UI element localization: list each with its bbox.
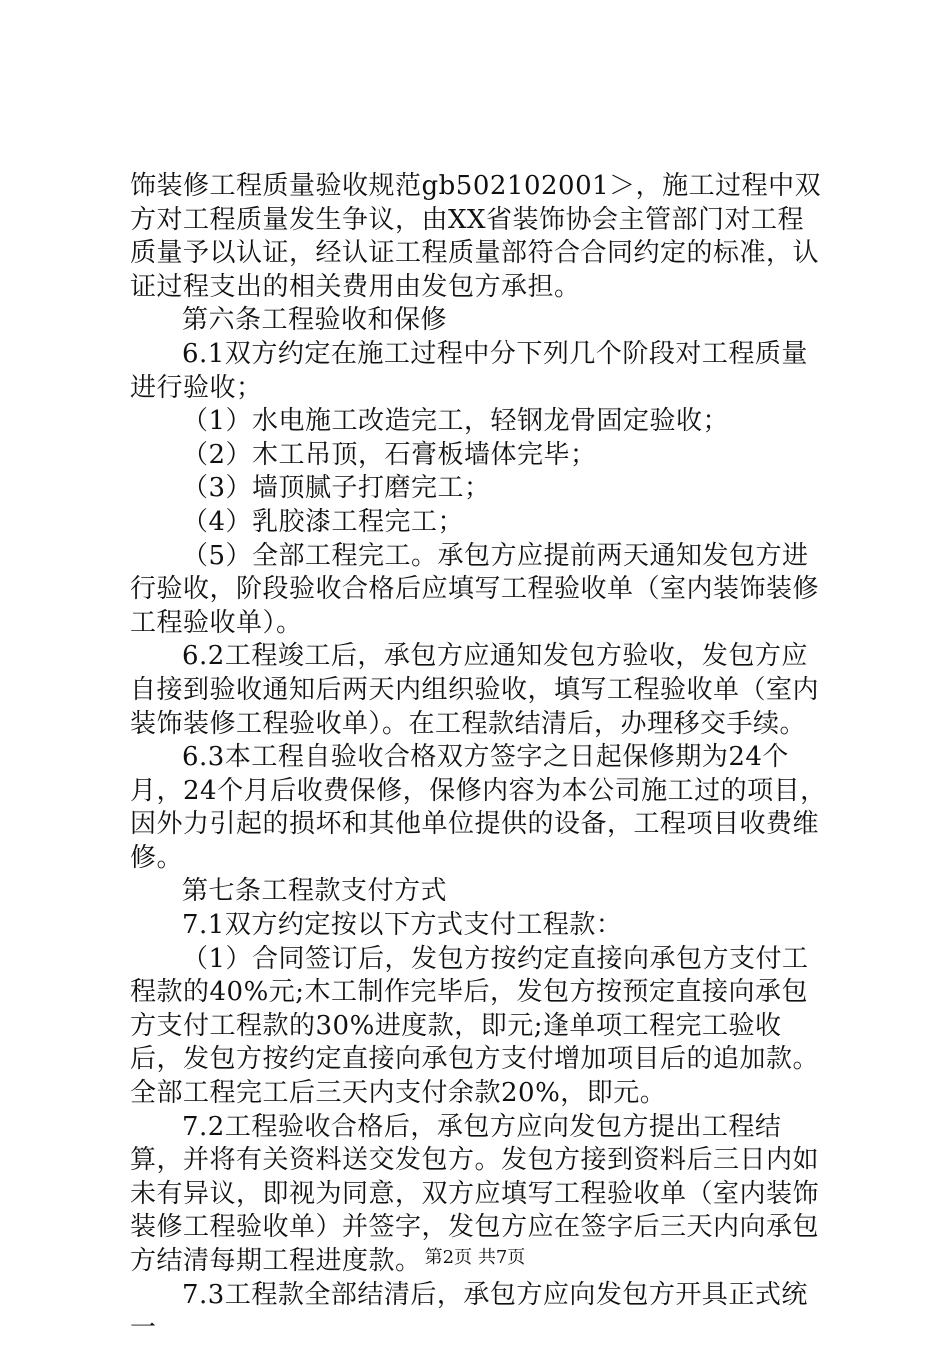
list-item-5: （5）全部工程完工。承包方应提前两天通知发包方进行验收，阶段验收合格后应填写工程验收单（室内装饰装修工程验收单）。	[130, 540, 820, 638]
document-body	[130, 170, 830, 1346]
paragraph-6-3: 6.3本工程自验收合格双方签字之日起保修期为24个月，24个月后收费保修，保修内容为本公司施工过的项目，因外力引起的损坏和其他单位提供的设备，工程项目收费维修。	[130, 742, 827, 873]
list-item-1: （1）水电施工改造完工，轻钢龙骨固定验收；	[182, 406, 730, 437]
section-heading-6: 第六条工程验收和保修	[182, 305, 448, 336]
paragraph-7-1-item-1: （1）合同签订后，发包方按约定直接向承包方支付工程款的40%元;木工制作完毕后，发包方按预定直接向承包方支付工程款的30%进度款，即元;逢单项工程完工验收后，发包方按约定直接向承包方支付增加项目后的追加款。全部工程完工后三天内支付余款20%，即元。	[130, 943, 820, 1109]
paragraph-7-2: 7.2工程验收合格后，承包方应向发包方提出工程结算，并将有关资料送交发包方。发包方接到资料后三日内如未有异议，即视为同意，双方应填写工程验收单（室内装饰装修工程验收单）并签字，发包方应在签字后三天内向承包方结清每期工程进度款。	[130, 1111, 820, 1276]
paragraph-1: 饰装修工程质量验收规范gb502102001＞，施工过程中双方对工程质量发生争议，由XX省装饰协会主管部门对工程质量予以认证，经认证工程质量部符合合同约定的标准，认证过程支出的相关费用由发包方承担。	[130, 171, 822, 302]
page-number-footer: 第2页 共7页	[424, 1247, 526, 1268]
paragraph-7-3: 7.3工程款全部结清后，承包方应向发包方开具正式统一	[130, 1279, 808, 1344]
paragraph-6-2: 6.2工程竣工后，承包方应通知发包方验收，发包方应自接到验收通知后两天内组织验收，填写工程验收单（室内装饰装修工程验收单）。在工程款结清后，办理移交手续。	[130, 641, 820, 739]
section-heading-7: 第七条工程款支付方式	[182, 876, 448, 907]
paragraph-7-1: 7.1双方约定按以下方式支付工程款：	[182, 910, 623, 941]
list-item-4: （4）乳胶漆工程完工；	[182, 506, 465, 537]
list-item-2: （2）木工吊顶，石膏板墙体完毕；	[182, 439, 597, 470]
list-item-3: （3）墙顶腻子打磨完工；	[182, 473, 491, 504]
paragraph-6-1: 6.1双方约定在施工过程中分下列几个阶段对工程质量进行验收；	[130, 338, 808, 403]
